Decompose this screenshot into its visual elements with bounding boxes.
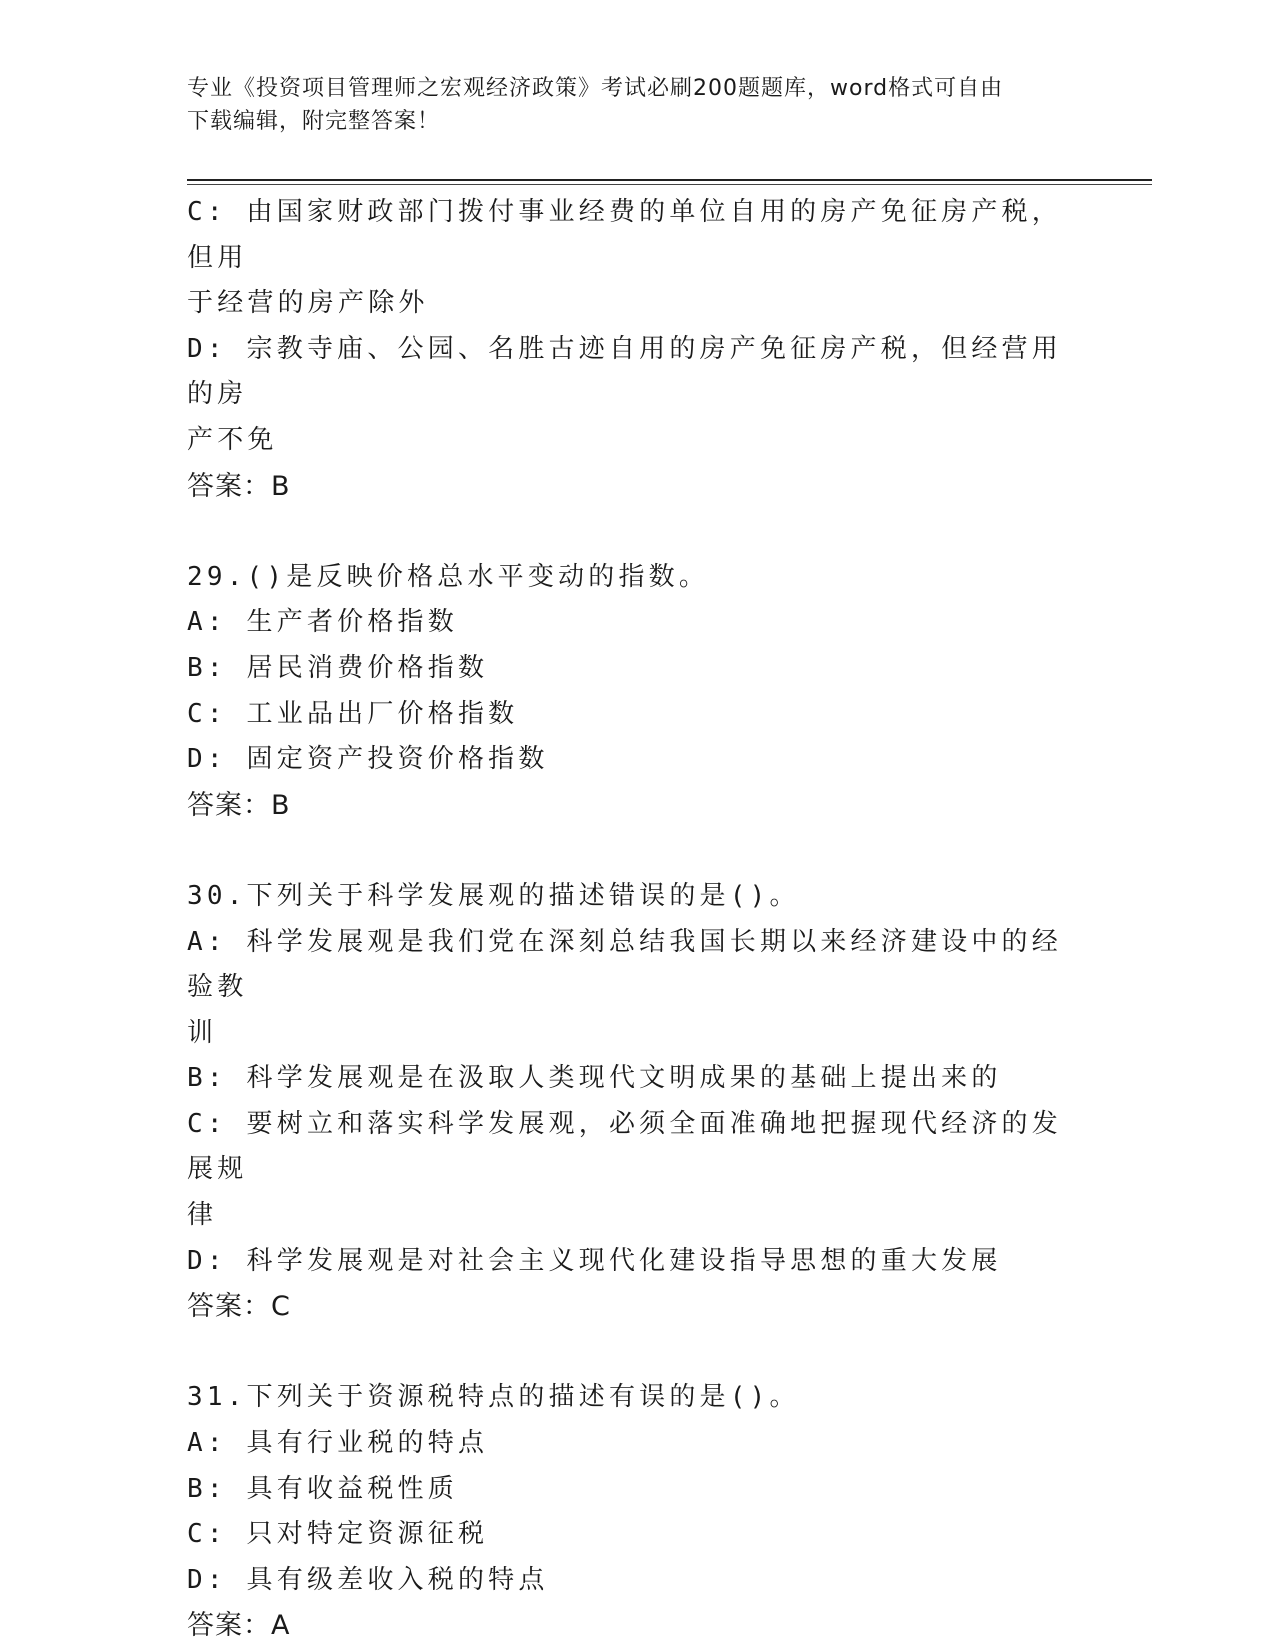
question-list xyxy=(187,190,1087,1649)
spacer xyxy=(187,1330,1087,1376)
document-header xyxy=(187,72,1087,138)
option-c-line-2: 于经营的房产除外 xyxy=(187,288,429,319)
question-stem: 30.下列关于科学发展观的描述错误的是()。 xyxy=(187,880,800,911)
option-d: D: 具有级差收入税的特点 xyxy=(187,1564,549,1595)
option-d-line-1: D: 宗教寺庙、公园、名胜古迹自用的房产免征房产税，但经营用的房 xyxy=(187,333,1062,410)
option-a-line-1: A: 科学发展观是我们党在深刻总结我国长期以来经济建设中的经验教 xyxy=(187,926,1062,1003)
option-b: B: 具有收益税性质 xyxy=(187,1473,458,1504)
option-c: C: 只对特定资源征税 xyxy=(187,1519,489,1550)
answer-line: 答案：A xyxy=(187,1610,291,1642)
question-29 xyxy=(187,555,1087,829)
option-c-line-1: C: 由国家财政部门拨付事业经费的单位自用的房产免征房产税，但用 xyxy=(187,197,1062,273)
option-b: B: 居民消费价格指数 xyxy=(187,652,489,683)
option-d: D: 固定资产投资价格指数 xyxy=(187,744,549,775)
header-line-1: 专业《投资项目管理师之宏观经济政策》考试必刷200题题库，word格式可自由 xyxy=(187,76,1004,101)
answer-line: 答案：B xyxy=(187,789,291,821)
option-a: A: 具有行业税的特点 xyxy=(187,1428,489,1459)
answer-line: 答案：B xyxy=(187,470,291,502)
question-31 xyxy=(187,1375,1087,1649)
option-a-line-2: 训 xyxy=(187,1017,218,1048)
answer-line: 答案：C xyxy=(187,1291,291,1323)
option-b: B: 科学发展观是在汲取人类现代文明成果的基础上提出来的 xyxy=(187,1063,1002,1094)
question-30 xyxy=(187,874,1087,1330)
header-divider-thick xyxy=(187,179,1152,181)
spacer xyxy=(187,509,1087,555)
option-c: C: 工业品出厂价格指数 xyxy=(187,698,519,729)
option-d-line-2: 产不免 xyxy=(187,424,278,455)
header-divider-thin xyxy=(187,184,1152,185)
header-line-2: 下载编辑，附完整答案！ xyxy=(187,109,441,134)
question-28-carryover xyxy=(187,190,1087,509)
option-c-line-1: C: 要树立和落实科学发展观，必须全面准确地把握现代经济的发展规 xyxy=(187,1108,1062,1185)
spacer xyxy=(187,828,1087,874)
option-a: A: 生产者价格指数 xyxy=(187,607,458,638)
option-d: D: 科学发展观是对社会主义现代化建设指导思想的重大发展 xyxy=(187,1245,1002,1276)
question-stem: 31.下列关于资源税特点的描述有误的是()。 xyxy=(187,1382,800,1413)
option-c-line-2: 律 xyxy=(187,1200,218,1231)
question-stem: 29.()是反映价格总水平变动的指数。 xyxy=(187,561,710,592)
